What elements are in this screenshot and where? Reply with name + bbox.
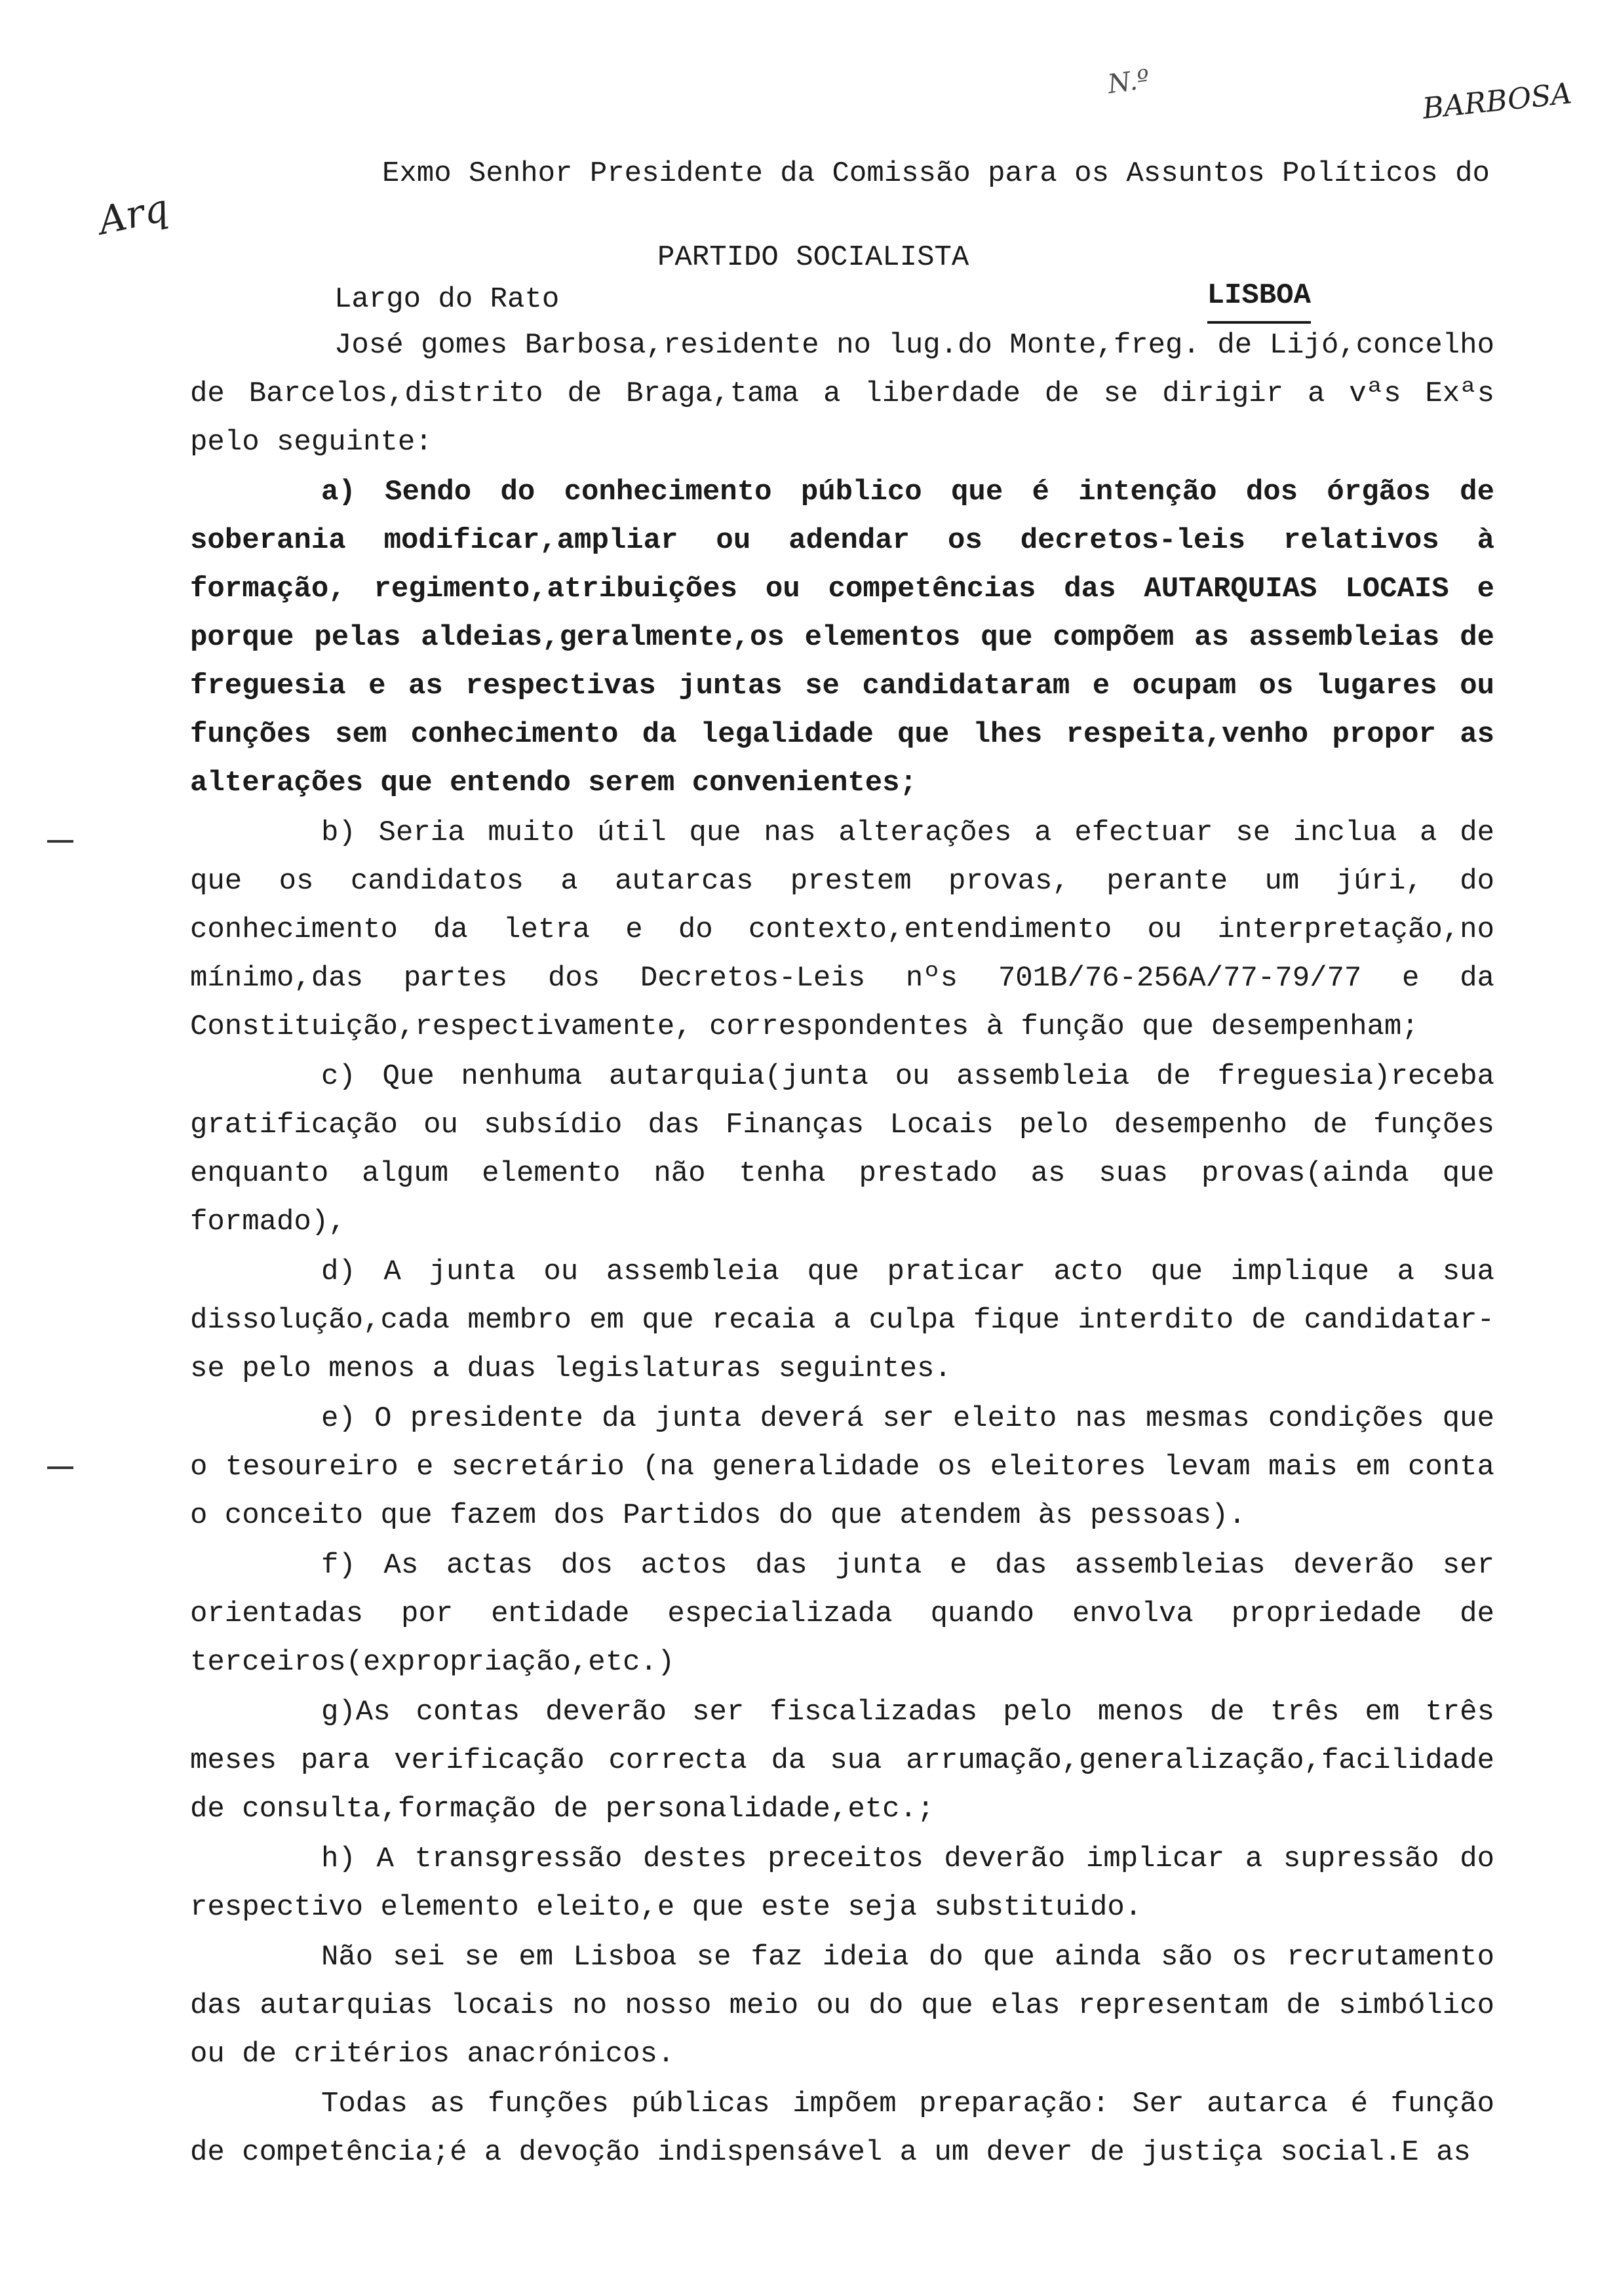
- handwritten-margin-initials: Arq: [94, 185, 172, 244]
- handwritten-name-annotation: BARBOSA: [1420, 77, 1574, 126]
- item-g: g)As contas deverão ser fiscalizadas pelo menos de três em três meses para verificação correcta da sua arrumação,generalização,facilidade de consulta,formação de personalidade,etc.;: [190, 1696, 1494, 1826]
- letter-body: [190, 321, 1494, 2178]
- item-a: a) Sendo do conhecimento público que é intenção dos órgãos de soberania modificar,ampliar ou adendar os decretos-leis relativos à formação, regimento,atribuições ou competências das AUTARQUIAS LOCAIS e porque pelas aldeias,geralmente,os elementos que compõem as assembleias de freguesia e as respectivas juntas se candidataram e ocupam os lugares ou funções sem conhecimento da legalidade que lhes respeita,venho propor as alterações que entendo serem convenientes;: [190, 476, 1494, 799]
- address-block: [334, 275, 1311, 324]
- margin-mark: [47, 1466, 73, 1469]
- party-name: PARTIDO SOCIALISTA: [657, 241, 969, 274]
- item-d: d) A junta ou assembleia que praticar acto que implique a sua dissolução,cada membro em que recaia a culpa fique interdito de candidatar-se pelo menos a duas legislaturas seguintes.: [190, 1255, 1494, 1385]
- closing-paragraph-1: Não sei se em Lisboa se faz ideia do que ainda são os recrutamento das autarquias locais no nosso meio ou do que elas representam de simbólico ou de critérios anacrónicos.: [190, 1941, 1494, 2071]
- item-b: b) Seria muito útil que nas alterações a efectuar se inclua a de que os candidatos a autarcas prestem provas, perante um júri, do conhecimento da letra e do contexto,entendimento ou interpretação,no mínimo,das partes dos Decretos-Leis nºs 701B/76-256A/77-79/77 e da Constituição,respectivamente, correspondentes à função que desempenham;: [190, 816, 1494, 1043]
- intro-paragraph: José gomes Barbosa,residente no lug.do Monte,freg. de Lijó,concelho de Barcelos,distrito de Braga,tama a liberdade de se dirigir a vªs Exªs pelo seguinte:: [190, 329, 1494, 459]
- item-e: e) O presidente da junta deverá ser eleito nas mesmas condições que o tesoureiro e secretário (na generalidade os eleitores levam mais em conta o conceito que fazem dos Partidos do que atendem às pessoas).: [190, 1402, 1494, 1532]
- closing-paragraph-2: Todas as funções públicas impõem preparação: Ser autarca é função de competência;é a devoção indispensável a um dever de justiça social.E as: [190, 2088, 1494, 2169]
- margin-mark: [47, 840, 73, 843]
- item-h: h) A transgressão destes preceitos deverão implicar a supressão do respectivo elemento eleito,e que este seja substituido.: [190, 1843, 1494, 1924]
- item-c: c) Que nenhuma autarquia(junta ou assembleia de freguesia)receba gratificação ou subsídio das Finanças Locais pelo desempenho de funções enquanto algum elemento não tenha prestado as suas provas(ainda que formado),: [190, 1060, 1494, 1238]
- item-f: f) As actas dos actos das junta e das assembleias deverão ser orientadas por entidade especializada quando envolva propriedade de terceiros(expropriação,etc.): [190, 1549, 1494, 1679]
- salutation: Exmo Senhor Presidente da Comissão para os Assuntos Políticos do: [382, 157, 1490, 190]
- address-street: Largo do Rato: [334, 283, 560, 316]
- handwritten-note-top: N.º: [1106, 64, 1152, 100]
- address-city: LISBOA: [1207, 275, 1311, 324]
